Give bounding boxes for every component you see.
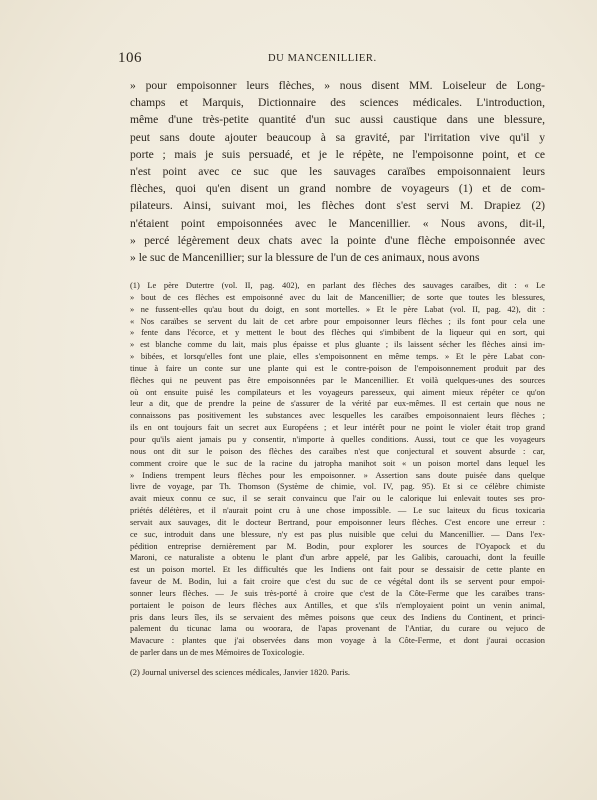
footnote-line: sonner leurs flèches. — Je suis très-porté à croire que c'est de la Côte-Ferme que les caraïbes trans- xyxy=(130,587,545,598)
footnote-line: » bibées, et lorsqu'elles font une plaie, elles s'empoisonnent en même temps. » Et le père Labat con- xyxy=(130,351,545,362)
footnote-line: palement du ticunac lama ou woorara, de l'apas provenant de l'Antiar, du curare ou vejuco de xyxy=(130,623,545,634)
footnote-line: pris dans leurs îles, ils se servaient des mêmes poisons que ceux des Indiens du Continent, et princi- xyxy=(130,611,545,622)
footnote-line: » fente dans l'écorce, et y mettent le bout des flèches qui s'imbibent de la liqueur qui en sort, qui xyxy=(130,327,545,338)
footnote-line: « Nos caraïbes se servent du lait de cet arbre pour empoisonner leurs flèches ; ils font pour cela une xyxy=(130,315,545,326)
text-line: pilateurs. Ainsi, suivant moi, les flèches dont s'est servi M. Drapiez (2) xyxy=(130,199,545,213)
footnote-line: servait aux sauvages, dit le docteur Bertrand, pour empoisonner leurs flèches. C'est encore une erreur : xyxy=(130,516,545,527)
footnote-line: flèches qui ne peuvent pas être empoisonnées par le Mancenillier. Et voilà quelques-unes des sources xyxy=(130,374,545,385)
text-line: peut sans doute ajouter beaucoup à sa gravité, par l'irritation vive qu'il y xyxy=(130,130,545,144)
main-text xyxy=(130,77,545,266)
text-line: même d'une très-petite quantité d'un suc aussi caustique dans une blessure, xyxy=(130,113,545,127)
footnote-line: connaissons pas positivement les substances avec lesquelles les caraïbes empoisonnaient leurs flèches ; xyxy=(130,410,545,421)
text-line: champs et Marquis, Dictionnaire des sciences médicales. L'introduction, xyxy=(130,96,545,110)
text-line: porte ; mais je suis persuadé, et je le répète, ne l'empoisonne point, et ce xyxy=(130,147,545,161)
footnote-line: ils en ont toujours fait un secret aux Européens ; et leur intérêt pour ne point le violer était trop grand xyxy=(130,422,545,433)
footnote-line: nous ont dit sur le poison des flèches des caraïbes n'est que conjectural et souvent absurde : car, xyxy=(130,445,545,456)
footnote-line: (1) Le père Dutertre (vol. II, pag. 402), en parlant des flèches des sauvages caraïbes, dit : « Le xyxy=(130,280,545,290)
footnote-line: portaient le poison de leurs flèches aux Antilles, et que s'ils n'employaient point un venin animal, xyxy=(130,599,545,610)
page-header xyxy=(118,50,558,72)
footnote-line: livre de voyage, par Th. Thomson (Système de chimie, vol. IV, pag. 95). Et si ce célèbre chimiste xyxy=(130,481,545,492)
footnote-line: faveur de M. Bodin, lui a fait croire que c'est du suc de ce végétal dont ils se servent pour empoi- xyxy=(130,576,545,587)
footnote-line: est un poison mortel. Et les difficultés que les Indiens ont fait pour se dessaisir de cette plante en xyxy=(130,564,545,575)
footnote-line: leur a dit, que de prendre la peine de s'assurer de la vérité par eux-mêmes. Il est certain que nous ne xyxy=(130,398,545,409)
text-line: » pour empoisonner leurs flèches, » nous disent MM. Loiseleur de Long- xyxy=(130,79,545,92)
footnote-1 xyxy=(130,280,545,659)
footnote-line: » Indiens trempent leurs flèches pour les empoisonner. » Assertion sans doute puisée dans quelque xyxy=(130,469,545,480)
footnote-line: » ne fussent-elles qu'au bout du doigt, en sont mortelles. » Et le père Labat (vol. II, pag. 42), dit : xyxy=(130,303,545,314)
footnote-line: priétés délétères, et il n'aurait point cru à une chose impossible. — Le suc laiteux du ficus toxicaria xyxy=(130,505,545,516)
footnote-line: ce suc, introduit dans une blessure, n'y est pas plus nuisible que celui du Mancenillier. — Dans l'ex- xyxy=(130,528,545,539)
running-head: DU MANCENILLIER. xyxy=(268,53,377,64)
footnote-2: (2) Journal universel des sciences médicales, Janvier 1820. Paris. xyxy=(130,667,351,677)
text-line: n'étaient point empoisonnées avec le Mancenillier. « Nous avons, dit-il, xyxy=(130,216,545,230)
footnote-line: Mavacure : plantes que j'ai observées dans mon voyage à la Côte-Ferme, et dont j'aurai occasion xyxy=(130,635,545,646)
footnote-line: Maroni, ce naturaliste a obtenu le plant d'un arbre appelé, par les Galibis, carouachi, dont la feuille xyxy=(130,552,545,563)
footnote-line: comment croire que le suc de la racine du jatropha manihot soit « un poison mortel dans lequel les xyxy=(130,457,545,468)
footnote-line: » bout de ces flèches est empoisonné avec du lait de Mancenillier; de sorte que toutes les blessures, xyxy=(130,291,545,302)
footnote-line: » est blanche comme du lait, mais plus épaisse et plus gluante ; ils laissent sécher les flèches ainsi im- xyxy=(130,339,545,350)
footnote-line: pédition entreprise dernièrement par M. Bodin, pour explorer les sources de l'Oyapock et du xyxy=(130,540,545,551)
footnotes xyxy=(130,280,545,679)
footnote-line: tinue à faire un conte sur une plante qui est le contre-poison de l'empoisonnement produit par des xyxy=(130,362,545,373)
footnote-line: pour qu'ils aient jamais pu y consentir, n'importe à quelles conditions. Aussi, tout ce que les voyageurs xyxy=(130,433,545,444)
text-line: » percé légèrement deux chats avec la pointe d'une flèche empoisonnée avec xyxy=(130,233,545,247)
text-line: n'est point avec ce suc que les sauvages caraïbes empoisonnaient leurs xyxy=(130,164,545,178)
text-line: flèches, quoi qu'en disent un grand nombre de voyageurs (1) et de com- xyxy=(130,182,545,196)
footnote-line: avait mieux connu ce suc, il se serait convaincu que l'air ou le calorique lui enlevait toutes ses pro- xyxy=(130,493,545,504)
page-number: 106 xyxy=(118,50,142,66)
footnote-line: où ont ensuite puisé les compilateurs et les voyageurs paresseux, qui aiment mieux répéter ce qu'on xyxy=(130,386,545,397)
text-line: » le suc de Mancenillier; sur la blessure de l'un de ces animaux, nous avons xyxy=(130,250,480,264)
footnote-line: de parler dans un de mes Mémoires de Toxicologie. xyxy=(130,647,305,658)
